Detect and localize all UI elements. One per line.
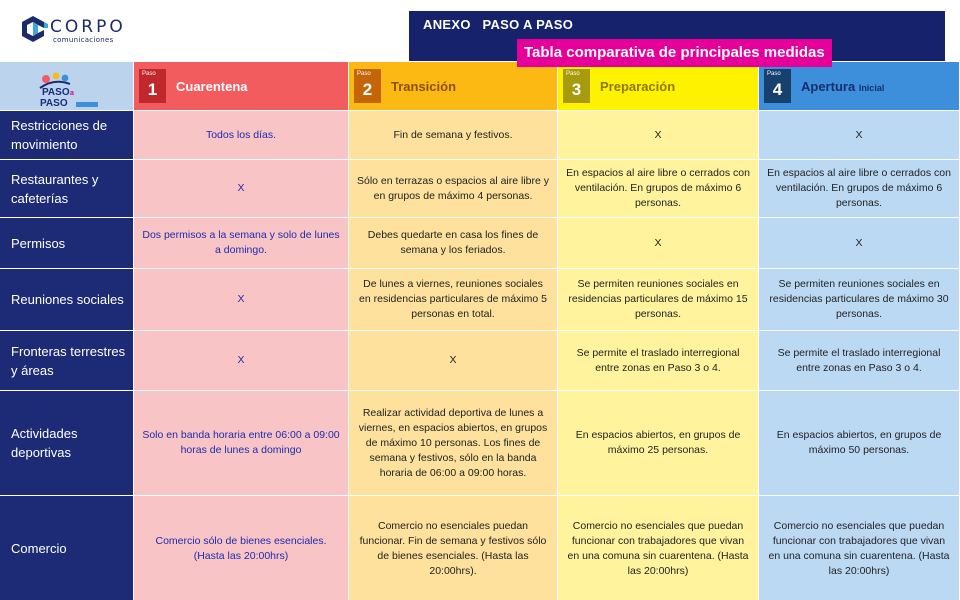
- row-label: Restaurantes y cafeterías: [0, 160, 134, 218]
- table-cell-step-2: Debes quedarte en casa los fines de semana y los feriados.: [349, 218, 558, 269]
- step-paso-label: Paso: [767, 71, 781, 77]
- table-row: [0, 160, 960, 218]
- plan-logo-connector: a: [70, 90, 74, 97]
- table-cell-step-1: Todos los días.: [134, 111, 349, 160]
- row-label: Restricciones de movimiento: [0, 111, 134, 160]
- table-cell-step-1: Dos permisos a la semana y solo de lunes a domingo.: [134, 218, 349, 269]
- row-label: Permisos: [0, 218, 134, 269]
- banner-subtitle: Tabla comparativa de principales medidas: [517, 39, 832, 67]
- step-name-text: Cuarentena: [176, 78, 248, 94]
- plan-logo-line2: PASO: [40, 98, 68, 109]
- step-number: 4: [772, 80, 783, 99]
- table-cell-step-3: X: [558, 111, 759, 160]
- brand-subtitle: comunicaciones: [53, 36, 114, 44]
- step-paso-label: Paso: [357, 71, 371, 77]
- step-name: [600, 79, 675, 94]
- step-badge: [563, 69, 590, 103]
- table-cell-step-3: Comercio no esenciales que puedan funcionar con trabajadores que vivan en una comuna sin cuarentena. (Hasta las 20:00hrs): [558, 496, 759, 600]
- step-paso-label: Paso: [142, 71, 156, 77]
- table-cell-step-2: Fin de semana y festivos.: [349, 111, 558, 160]
- table-cell-step-4: X: [759, 111, 960, 160]
- step-header-4: [759, 62, 960, 111]
- step-name: [391, 79, 456, 94]
- table-cell-step-3: Se permite el traslado interregional entre zonas en Paso 3 o 4.: [558, 331, 759, 391]
- table-cell-step-4: Se permiten reuniones sociales en residencias particulares de máximo 30 personas.: [759, 269, 960, 331]
- table-cell-step-1: Comercio sólo de bienes esenciales. (Hasta las 20:00hrs): [134, 496, 349, 600]
- table-cell-step-2: Realizar actividad deportiva de lunes a viernes, en espacios abiertos, en grupos de máximo 10 personas. Los fines de semana y festivos, sólo en la banda horaria de 06:00 a 09:00 horas.: [349, 391, 558, 496]
- step-name-suffix: Inicial: [858, 82, 885, 93]
- step-name: [176, 79, 248, 94]
- step-name-text: Transición: [391, 78, 457, 94]
- table-cell-step-4: X: [759, 218, 960, 269]
- table-cell-step-3: Se permiten reuniones sociales en residencias particulares de máximo 15 personas.: [558, 269, 759, 331]
- table-cell-step-4: En espacios abiertos, en grupos de máximo 50 personas.: [759, 391, 960, 496]
- table-cell-step-1: X: [134, 269, 349, 331]
- step-number: 2: [362, 80, 373, 99]
- table-cell-step-3: En espacios al aire libre o cerrados con ventilación. En grupos de máximo 6 personas.: [558, 160, 759, 218]
- step-name-text: Preparación: [600, 78, 676, 94]
- table-cell-step-4: Se permite el traslado interregional entre zonas en Paso 3 o 4.: [759, 331, 960, 391]
- step-header-1: [134, 62, 349, 111]
- table-cell-step-2: X: [349, 331, 558, 391]
- brand-name: CORPO: [50, 17, 126, 37]
- banner-title: ANEXO PASO A PASO: [423, 17, 574, 32]
- table-cell-step-3: X: [558, 218, 759, 269]
- step-header-2: [349, 62, 558, 111]
- step-badge: [354, 69, 381, 103]
- step-header-3: [558, 62, 759, 111]
- table-cell-step-2: De lunes a viernes, reuniones sociales en residencias particulares de máximo 5 personas en total.: [349, 269, 558, 331]
- table-header-row: [0, 62, 960, 111]
- table-cell-step-4: En espacios al aire libre o cerrados con ventilación. En grupos de máximo 6 personas.: [759, 160, 960, 218]
- row-label: Actividades deportivas: [0, 391, 134, 496]
- table-row: [0, 269, 960, 331]
- table-row: [0, 391, 960, 496]
- corpo-logo-icon: [18, 14, 48, 44]
- step-number: 3: [571, 80, 582, 99]
- row-label: Fronteras terrestres y áreas: [0, 331, 134, 391]
- step-number: 1: [147, 80, 158, 99]
- table-cell-step-4: Comercio no esenciales que puedan funcionar con trabajadores que vivan en una comuna sin cuarentena. (Hasta las 20:00hrs): [759, 496, 960, 600]
- step-paso-label: Paso: [566, 71, 580, 77]
- paso-a-paso-logo: [34, 72, 106, 112]
- step-badge: [139, 69, 166, 103]
- plan-logo-line1: PASO: [42, 87, 70, 98]
- row-label: Comercio: [0, 496, 134, 600]
- step-name-text: Apertura: [801, 78, 856, 94]
- table-row: [0, 218, 960, 269]
- plan-logo-cell: [0, 62, 134, 111]
- corpo-logo: [18, 14, 138, 48]
- step-name: [801, 79, 884, 94]
- step-badge: [764, 69, 791, 103]
- row-label: Reuniones sociales: [0, 269, 134, 331]
- table-row: [0, 331, 960, 391]
- table-row: [0, 111, 960, 160]
- table-row: [0, 496, 960, 600]
- table-cell-step-1: X: [134, 160, 349, 218]
- table-cell-step-2: Comercio no esenciales puedan funcionar. Fin de semana y festivos sólo de bienes esenciales. (Hasta las 20:00hrs).: [349, 496, 558, 600]
- table-cell-step-3: En espacios abiertos, en grupos de máximo 25 personas.: [558, 391, 759, 496]
- table-cell-step-1: X: [134, 331, 349, 391]
- table-cell-step-1: Solo en banda horaria entre 06:00 a 09:00 horas de lunes a domingo: [134, 391, 349, 496]
- table-cell-step-2: Sólo en terrazas o espacios al aire libre y en grupos de máximo 4 personas.: [349, 160, 558, 218]
